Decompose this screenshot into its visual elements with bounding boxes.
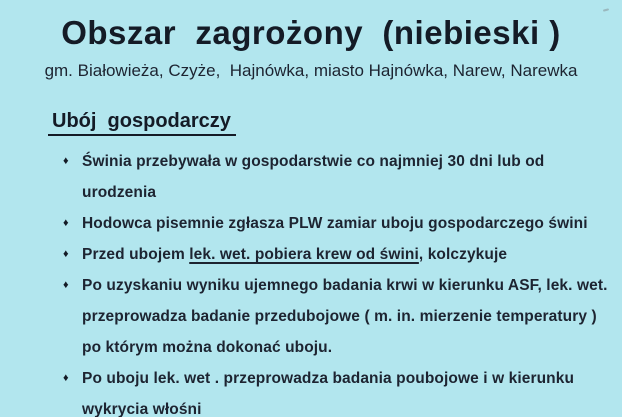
list-item-text: Hodowca pisemnie zgłasza PLW zamiar uboju gospodarczego świni [82,215,588,232]
bullet-diamond-icon: ♦ [63,279,69,291]
list-item-text [82,270,608,363]
list-item-line: po którym można dokonać uboju. [82,339,333,356]
list-item-text: Świnia przebywała w gospodarstwie co najmniej 30 dni lub od urodzenia [82,153,545,201]
page-title: Obszar zagrożony (niebieski ) [61,14,561,51]
bullet-diamond-icon: ♦ [63,248,69,260]
list-item-text-underlined: lek. wet. pobiera krew od świni [189,246,419,263]
list-item-text [82,363,574,417]
section-heading: Ubój gospodarczy [48,109,236,136]
list-item [50,270,622,363]
list-item-line: Po uboju lek. wet . przeprowadza badania poubojowe i w kierunku [82,370,575,387]
bullet-diamond-icon: ♦ [63,217,69,229]
list-item-line: Po uzyskaniu wyniku ujemnego badania krwi w kierunku ASF, lek. wet. [82,277,608,294]
page-subtitle: gm. Białowieża, Czyże, Hajnówka, miasto Hajnówka, Narew, Narewka [44,61,578,80]
list-item-line: wykrycia włośni [82,401,202,417]
list-item-text [82,239,507,270]
list-item [50,146,622,208]
list-item [50,208,622,239]
bullet-diamond-icon: ♦ [63,372,69,384]
section-heading-row [48,109,622,136]
list-item-line: przeprowadza badanie przedubojowe ( m. in. mierzenie temperatury ) [82,308,597,325]
list-item [50,363,622,417]
list-item [50,239,622,270]
list-item-text-plain: , kolczykuje [418,246,508,263]
bullet-diamond-icon: ♦ [63,155,69,167]
scan-artifact [603,8,609,11]
bullet-list [50,146,622,417]
list-item-text-plain: Przed ubojem [82,246,190,263]
